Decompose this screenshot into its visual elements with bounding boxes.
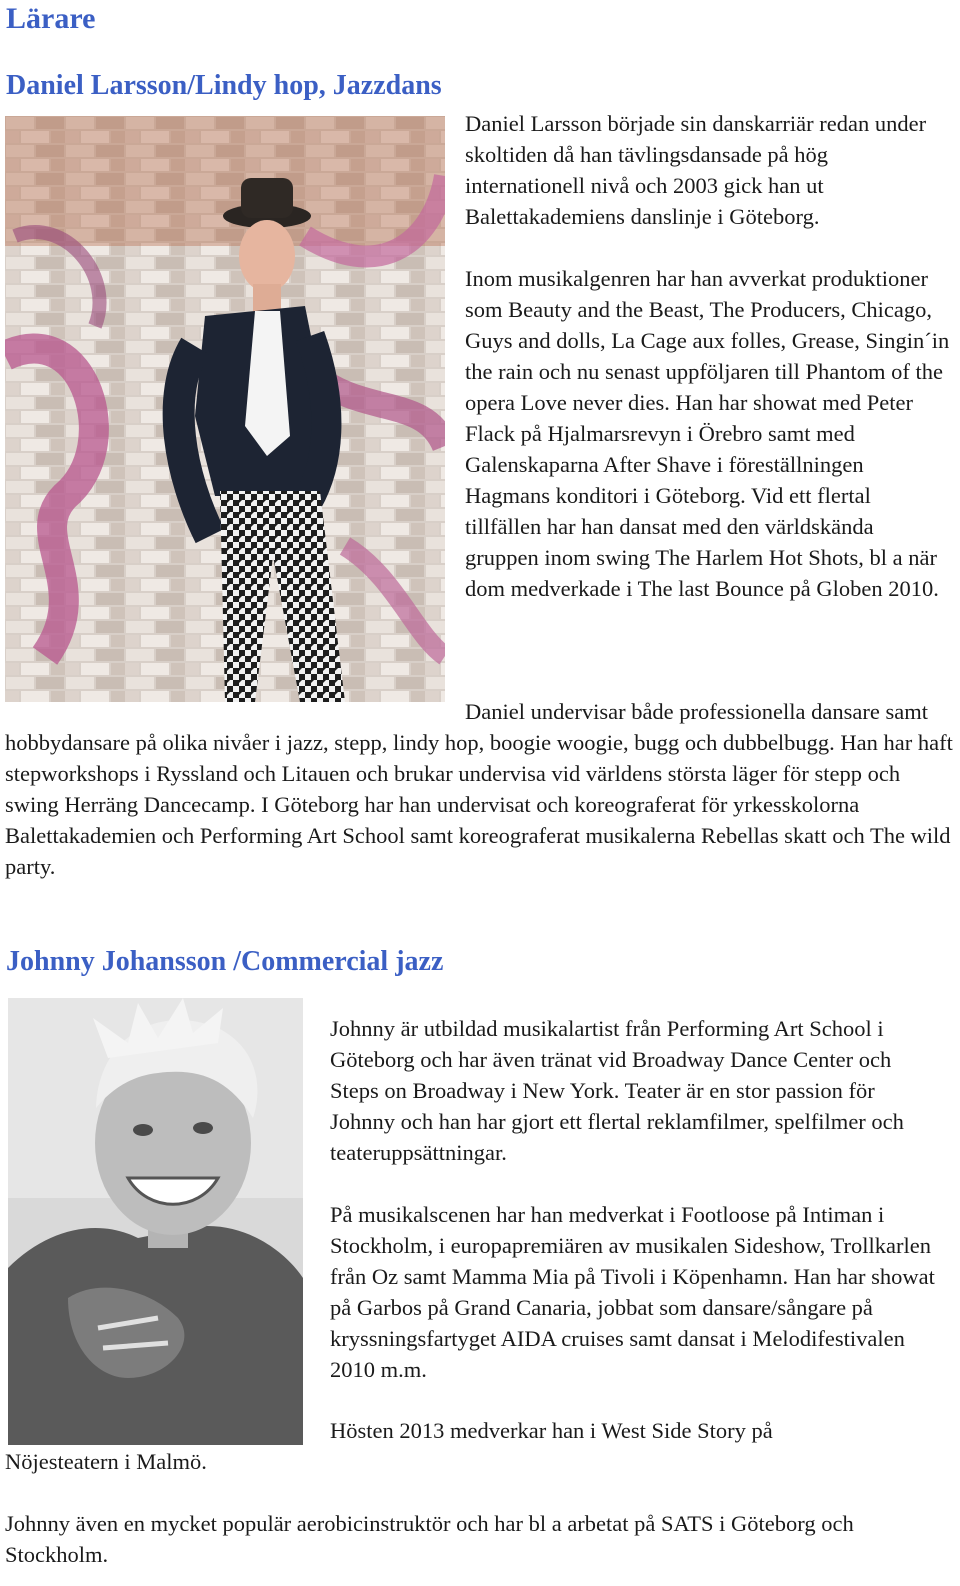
daniel-photo: [5, 116, 445, 702]
teacher-heading-johnny: Johnny Johansson /Commercial jazz: [6, 946, 444, 977]
johnny-paragraph-4: Johnny även en mycket populär aerobicinstruktör och har bl a arbetat på SATS i Göteborg och Stockholm.: [5, 1511, 854, 1567]
johnny-photo-illustration: [8, 998, 303, 1445]
teacher-heading-daniel: Daniel Larsson/Lindy hop, Jazzdans: [6, 70, 442, 101]
johnny-paragraph-2: På musikalscenen har han medverkat i Footloose på Intiman i Stockholm, i europapremiären av musikalen Sideshow, Trollkarlen från Oz samt Mamma Mia på Tivoli i Köpenhamn. Han har showat på Garbos på Grand Canaria, jobbat som dansare/sångare på kryssningsfartyget AIDA cruises samt dansat i Melodifestivalen 2010 m.m.: [330, 1202, 935, 1382]
daniel-photo-illustration: [5, 116, 445, 702]
daniel-paragraph-1: Daniel Larsson började sin danskarriär redan under skoltiden då han tävlingsdansade på hög internationell nivå och 2003 gick han ut Balettakademiens danslinje i Göteborg.: [465, 111, 927, 229]
page-title: Lärare: [6, 2, 96, 35]
johnny-paragraph-3: Hösten 2013 medverkar han i West Side Story på: [330, 1418, 773, 1443]
johnny-paragraph-1: Johnny är utbildad musikalartist från Performing Art School i Göteborg och har även tränat vid Broadway Dance Center och Steps on Broadway i New York. Teater är en stor passion för Johnny och han har gjort ett flertal reklamfilmer, spelfilmer och teateruppsättningar.: [330, 1016, 904, 1165]
johnny-paragraph-3-cont: Nöjesteatern i Malmö.: [5, 1449, 207, 1474]
johnny-photo: [8, 998, 303, 1445]
daniel-paragraph-2: Inom musikalgenren har han avverkat produktioner som Beauty and the Beast, The Producers, Chicago, Guys and dolls, La Cage aux folles, Grease, Singin´in the rain och nu senast uppföljaren till Phantom of the opera Love never dies. Han har showat med Peter Flack på Hjalmarsrevyn i Örebro samt med Galenskaparna After Shave i föreställningen Hagmans konditori i Göteborg. Vid ett flertal tillfällen har han dansat med den världskända gruppen inom swing The Harlem Hot Shots, bl a när dom medverkade i The last Bounce på Globen 2010.: [465, 266, 950, 601]
daniel-paragraph-3: Daniel undervisar både professionella dansare samt hobbydansare på olika nivåer i jazz, stepp, lindy hop, boogie woogie, bugg och dubbelbugg. Han har haft stepworkshops i Ryssland och Litauen och brukar undervisa vid världens största läger för stepp och swing Herräng Dancecamp. I Göteborg har han undervisat och koreograferat för yrkesskolorna Balettakademien och Performing Art School samt koreograferat musikalerna Rebellas skatt och The wild party.: [5, 699, 953, 879]
